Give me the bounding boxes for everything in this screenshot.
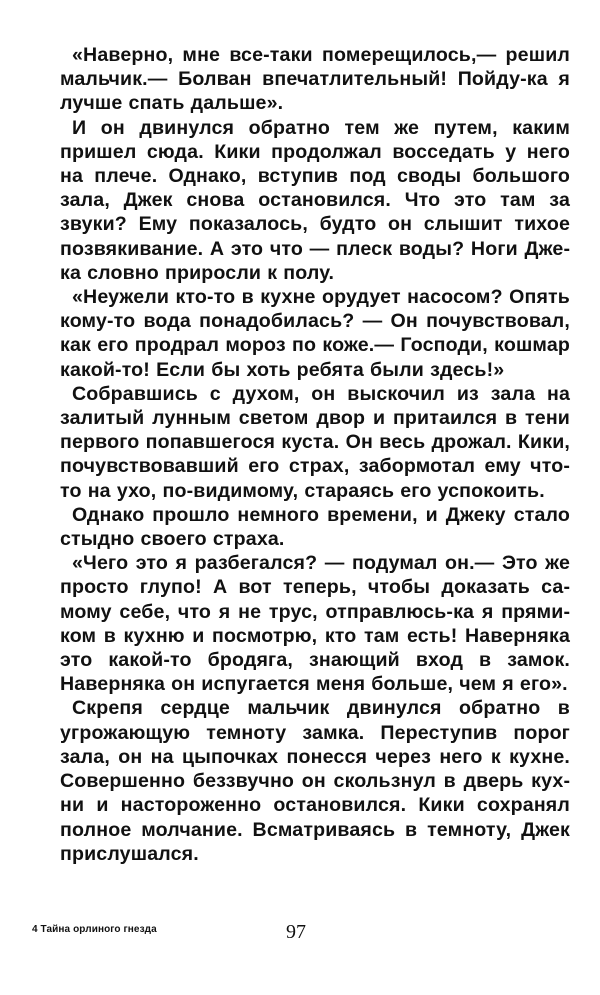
paragraph-6: «Чего это я разбегался? — подумал он.— Это же просто глупо! А вот теперь, чтобы доказать самому себе, что я не трус, отправлюсь-ка я прямиком в кухню и посмотрю, кто там есть! Наверняка это какой-то бродяга, знающий вход в замок. Наверняка он испугается меня больше, чем я его».: [60, 552, 570, 696]
paragraph-4: Собравшись с духом, он выскочил из зала на залитый лунным светом двор и притаился в тени первого попавшегося куста. Он весь дрожал. Кики, почувствовавший его страх, забормотал ему что-то на ухо, по-видимому, стараясь его успокоить.: [60, 382, 570, 502]
paragraph-5: Однако прошло немного времени, и Джеку стало стыдно своего страха.: [60, 503, 570, 551]
paragraph-7: Скрепя сердце мальчик двинулся обратно в угрожающую темноту замка. Переступив порог зала, он на цыпочках понесся через него к кухне. Совершенно беззвучно он скользнул в дверь кухни и настороженно остановился. Кики сохранял полное молчание. Всматриваясь в темноту, Джек прислушался.: [60, 697, 570, 865]
paragraph-2: И он двинулся обратно тем же путем, каким пришел сюда. Кики продолжал восседать у него на плече. Однако, вступив под своды большого зала, Джек снова остановился. Что это там за звуки? Ему показалось, будто он слышит тихое позвякивание. А это что — плеск воды? Ноги Джека словно приросли к полу.: [60, 116, 570, 284]
page-number: 97: [286, 921, 306, 943]
paragraph-3: «Неужели кто-то в кухне орудует насосом? Опять кому-то вода понадобилась? — Он почувствовал, как его продрал мороз по коже.— Господи, кошмар какой-то! Если бы хоть ребята были здесь!»: [60, 286, 570, 381]
paragraph-1: «Наверно, мне все-таки померещилось,— решил мальчик.— Болван впечатлительный! Пойду-ка я лучше спать дальше».: [60, 44, 570, 115]
printer-signature: 4 Тайна орлиного гнезда: [32, 924, 157, 935]
body-text: [60, 43, 570, 866]
